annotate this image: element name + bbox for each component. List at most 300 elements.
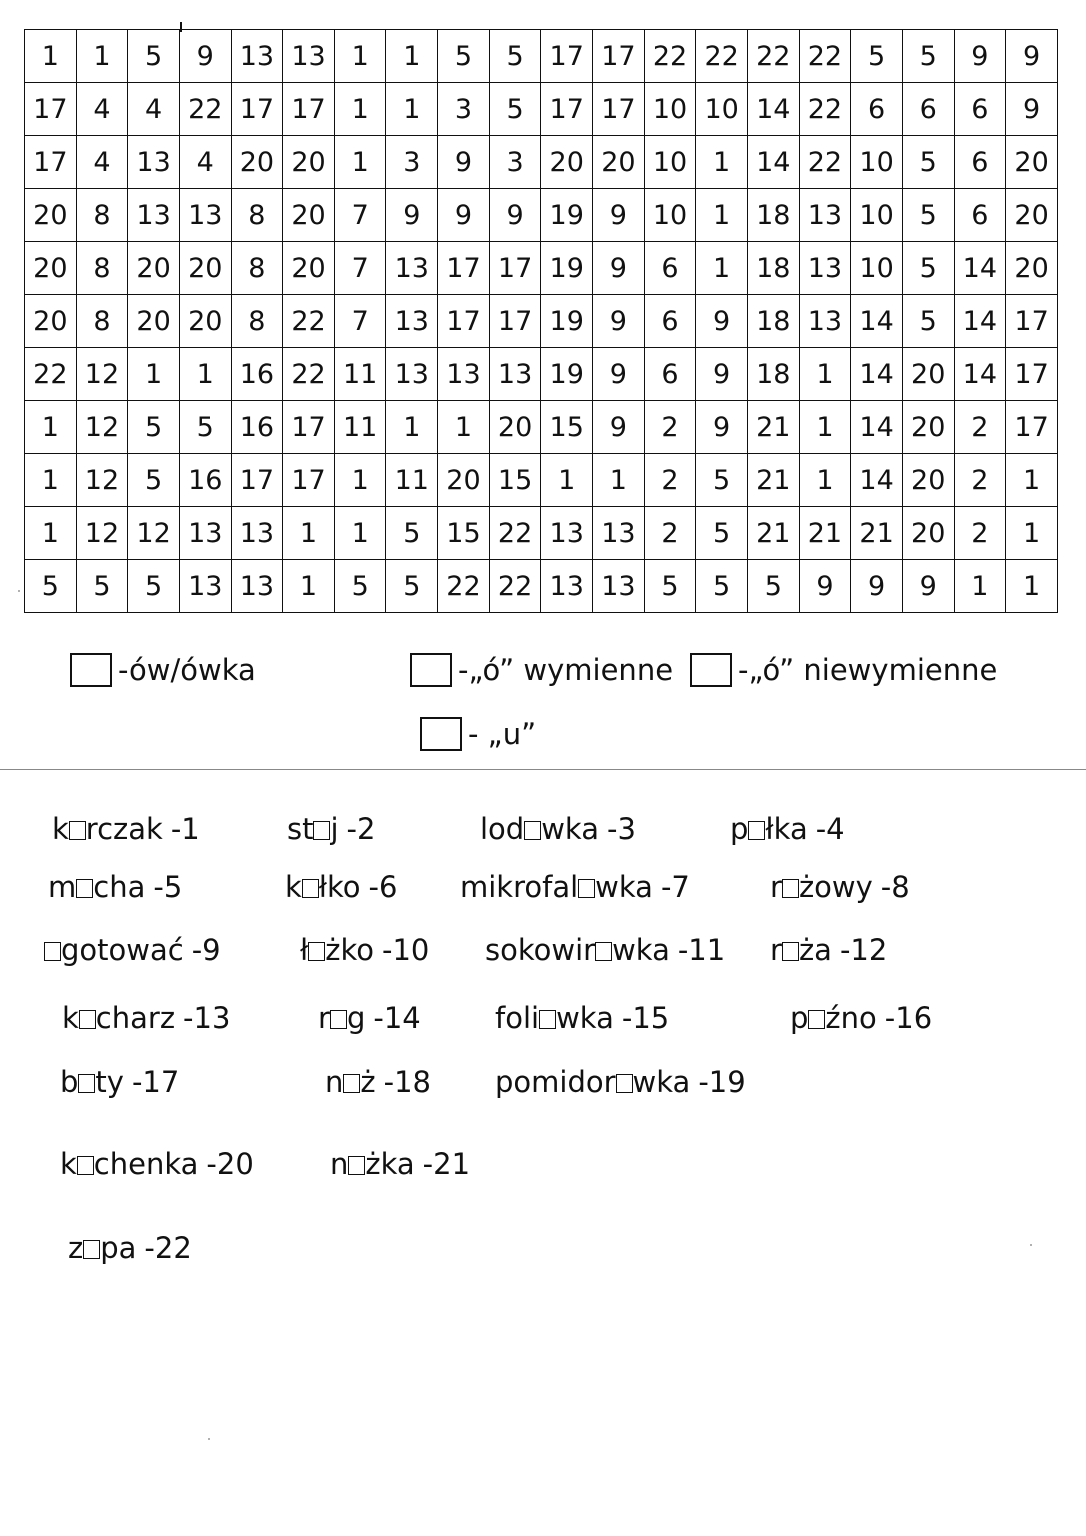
grid-cell: 8 [231,295,283,348]
clue-prefix: lod [480,812,525,846]
grid-cell: 8 [231,189,283,242]
grid-cell: 9 [593,348,645,401]
scan-dot [18,590,20,592]
grid-cell: 13 [541,507,593,560]
grid-cell: 17 [541,30,593,83]
scan-dot [208,1438,210,1440]
clue-prefix: foli [495,1001,540,1035]
grid-cell: 9 [438,189,490,242]
grid-cell: 20 [593,136,645,189]
grid-cell: 22 [696,30,748,83]
grid-cell: 9 [489,189,541,242]
clue-number: -6 [368,870,398,904]
clue-prefix: mikrofal [460,870,579,904]
clue-word [325,1065,431,1099]
clue-number: -16 [884,1001,933,1035]
clue-prefix: r [770,933,782,967]
grid-row [25,295,1058,348]
grid-cell: 14 [747,136,799,189]
grid-cell: 14 [851,348,903,401]
grid-cell: 1 [179,348,231,401]
grid-cell: 1 [799,348,851,401]
grid-cell: 17 [593,30,645,83]
grid-cell: 5 [128,401,180,454]
clue-suffix: łka [765,812,808,846]
clue-prefix: sokowir [485,933,596,967]
grid-cell: 20 [1006,189,1058,242]
grid-cell: 6 [644,242,696,295]
grid-cell: 9 [179,30,231,83]
grid-cell: 20 [283,242,335,295]
blank-box[interactable] [578,879,595,898]
grid-cell: 19 [541,242,593,295]
grid-cell: 5 [128,454,180,507]
grid-cell: 1 [1006,507,1058,560]
clue-number: -8 [880,870,910,904]
grid-cell: 4 [128,83,180,136]
grid-cell: 4 [76,136,128,189]
grid-cell: 5 [489,30,541,83]
grid-cell: 9 [851,560,903,613]
grid-cell: 17 [541,83,593,136]
clue-number: -4 [815,812,845,846]
grid-row [25,560,1058,613]
clue-word [770,870,910,904]
grid-cell: 14 [851,454,903,507]
grid-cell: 17 [283,454,335,507]
clue-word [495,1065,746,1099]
grid-cell: 9 [593,242,645,295]
grid-cell: 5 [179,401,231,454]
grid-cell: 10 [696,83,748,136]
grid-cell: 14 [954,348,1006,401]
grid-cell: 22 [179,83,231,136]
grid-cell: 13 [128,136,180,189]
blank-box[interactable] [330,1010,347,1029]
grid-cell: 1 [696,136,748,189]
grid-cell: 17 [231,83,283,136]
grid-cell: 20 [1006,242,1058,295]
grid-cell: 1 [386,83,438,136]
grid-cell: 6 [954,83,1006,136]
clue-suffix: żko [325,933,374,967]
grid-cell: 2 [954,401,1006,454]
blank-box[interactable] [782,942,799,961]
blank-box[interactable] [524,821,541,840]
grid-cell: 1 [541,454,593,507]
grid-cell: 9 [902,560,954,613]
grid-cell: 9 [386,189,438,242]
grid-cell: 5 [696,507,748,560]
clue-prefix: z [68,1231,84,1265]
blank-box[interactable] [69,821,86,840]
grid-cell: 14 [954,295,1006,348]
blank-box[interactable] [539,1010,556,1029]
grid-cell: 19 [541,295,593,348]
grid-cell: 20 [902,348,954,401]
grid-cell: 1 [334,30,386,83]
grid-cell: 5 [902,30,954,83]
grid-cell: 3 [489,136,541,189]
clue-prefix: k [62,1001,79,1035]
grid-cell: 3 [386,136,438,189]
clue-prefix: pomidor [495,1065,616,1099]
blank-box[interactable] [78,1074,95,1093]
grid-cell: 15 [541,401,593,454]
grid-cell: 9 [696,348,748,401]
grid-cell: 1 [1006,560,1058,613]
grid-cell: 5 [696,454,748,507]
grid-cell: 10 [644,189,696,242]
clue-number: -12 [839,933,888,967]
grid-cell: 16 [231,401,283,454]
grid-cell: 1 [25,401,77,454]
grid-cell: 17 [1006,401,1058,454]
clue-number: -7 [660,870,690,904]
grid-cell: 5 [386,560,438,613]
grid-row [25,507,1058,560]
grid-cell: 20 [1006,136,1058,189]
grid-cell: 21 [747,454,799,507]
grid-cell: 12 [76,348,128,401]
grid-cell: 13 [799,295,851,348]
clue-prefix: st [287,812,314,846]
grid-cell: 20 [179,295,231,348]
grid-cell: 13 [231,30,283,83]
grid-cell: 20 [25,189,77,242]
grid-cell: 5 [747,560,799,613]
grid-cell: 5 [696,560,748,613]
grid-cell: 17 [1006,295,1058,348]
grid-cell: 1 [334,454,386,507]
clue-suffix: wka [595,870,653,904]
blank-box[interactable] [595,942,612,961]
grid-cell: 20 [541,136,593,189]
grid-cell: 6 [902,83,954,136]
clue-prefix: b [60,1065,79,1099]
clue-word [790,1001,932,1035]
grid-cell: 20 [902,401,954,454]
grid-cell: 9 [799,560,851,613]
grid-cell: 15 [489,454,541,507]
grid-cell: 15 [438,507,490,560]
grid-cell: 9 [438,136,490,189]
grid-cell: 17 [593,83,645,136]
grid-cell: 5 [902,242,954,295]
grid-cell: 17 [1006,348,1058,401]
clue-suffix: charz [95,1001,176,1035]
grid-row [25,30,1058,83]
grid-cell: 20 [25,295,77,348]
blank-box[interactable] [302,879,319,898]
grid-cell: 1 [25,507,77,560]
clue-suffix: wka [556,1001,614,1035]
clue-number: -10 [381,933,430,967]
grid-cell: 8 [76,242,128,295]
grid-cell: 20 [25,242,77,295]
grid-cell: 5 [76,560,128,613]
grid-row [25,189,1058,242]
blank-box[interactable] [83,1240,100,1259]
blank-box[interactable] [343,1074,360,1093]
grid-cell: 21 [747,507,799,560]
grid-cell: 13 [283,30,335,83]
grid-cell: 1 [334,507,386,560]
grid-cell: 18 [747,242,799,295]
grid-cell: 7 [334,189,386,242]
grid-cell: 10 [851,189,903,242]
blank-box[interactable] [79,1010,96,1029]
grid-cell: 22 [644,30,696,83]
grid-cell: 16 [231,348,283,401]
grid-cell: 21 [747,401,799,454]
grid-cell: 22 [283,348,335,401]
grid-cell: 22 [747,30,799,83]
grid-cell: 7 [334,242,386,295]
grid-cell: 20 [128,242,180,295]
clue-number: -14 [373,1001,421,1035]
grid-cell: 17 [231,454,283,507]
clue-word [480,812,636,846]
grid-cell: 17 [489,295,541,348]
grid-cell: 1 [593,454,645,507]
grid-cell: 4 [179,136,231,189]
grid-cell: 17 [25,136,77,189]
clue-prefix: p [730,812,749,846]
grid-cell: 6 [644,348,696,401]
clue-number: -5 [153,870,183,904]
clue-word [330,1147,470,1181]
grid-cell: 1 [283,560,335,613]
grid-cell: 22 [489,507,541,560]
grid-cell: 20 [902,454,954,507]
blank-box[interactable] [76,879,93,898]
clue-prefix: k [52,812,69,846]
grid-cell: 2 [954,507,1006,560]
legend-item-owka [70,653,256,687]
grid-cell: 11 [386,454,438,507]
clue-word [460,870,690,904]
clue-suffix: rczak [85,812,163,846]
clue-prefix: m [48,870,77,904]
grid-cell: 1 [799,401,851,454]
clue-word [770,933,887,967]
grid-cell: 10 [644,83,696,136]
grid-cell: 9 [593,295,645,348]
clue-prefix: r [318,1001,330,1035]
grid-cell: 5 [902,136,954,189]
grid-cell: 5 [851,30,903,83]
blank-box[interactable] [348,1156,365,1175]
grid-cell: 1 [696,242,748,295]
grid-cell: 6 [851,83,903,136]
grid-cell: 1 [128,348,180,401]
grid-cell: 1 [1006,454,1058,507]
clue-word [60,1065,179,1099]
grid-cell: 22 [489,560,541,613]
grid-cell: 5 [902,189,954,242]
grid-cell: 1 [334,136,386,189]
clue-number: -17 [131,1065,180,1099]
grid-cell: 1 [696,189,748,242]
clue-word [318,1001,421,1035]
grid-cell: 10 [851,242,903,295]
grid-cell: 6 [954,189,1006,242]
legend-label: -ów/ówka [118,653,256,687]
grid-cell: 9 [1006,83,1058,136]
clue-suffix: ża [798,933,832,967]
grid-cell: 22 [799,30,851,83]
grid-cell: 5 [128,560,180,613]
clue-number: -2 [346,812,376,846]
clue-word [44,933,221,967]
grid-cell: 8 [231,242,283,295]
grid-cell: 19 [541,348,593,401]
grid-cell: 18 [747,189,799,242]
clue-word [285,870,397,904]
grid-cell: 13 [799,242,851,295]
grid-cell: 8 [76,295,128,348]
grid-cell: 20 [489,401,541,454]
legend-box [690,653,732,687]
grid-cell: 13 [179,507,231,560]
grid-cell: 20 [179,242,231,295]
grid-cell: 5 [128,30,180,83]
grid-cell: 17 [489,242,541,295]
legend-item-o-wymienne [410,653,673,687]
legend-label: -„ó” niewymienne [738,653,998,687]
grid-cell: 1 [76,30,128,83]
clue-word [287,812,375,846]
grid-cell: 5 [489,83,541,136]
blank-box[interactable] [44,942,61,961]
clue-suffix: wka [541,812,599,846]
legend-item-u [420,717,536,751]
grid-cell: 18 [747,348,799,401]
grid-cell: 2 [954,454,1006,507]
grid-cell: 14 [954,242,1006,295]
grid-cell: 1 [386,30,438,83]
clue-suffix: pa [100,1231,137,1265]
clue-number: -21 [422,1147,471,1181]
grid-cell: 14 [747,83,799,136]
grid-cell: 13 [593,560,645,613]
blank-box[interactable] [782,879,799,898]
grid-cell: 20 [231,136,283,189]
grid-cell: 1 [283,507,335,560]
legend-label: - „u” [468,717,537,751]
grid-cell: 4 [76,83,128,136]
grid-cell: 5 [334,560,386,613]
grid-cell: 2 [644,507,696,560]
clue-word [495,1001,669,1035]
blank-box[interactable] [77,1156,94,1175]
grid-cell: 16 [179,454,231,507]
grid-row [25,454,1058,507]
grid-cell: 17 [283,401,335,454]
legend-box [70,653,112,687]
blank-box[interactable] [313,821,330,840]
grid-cell: 13 [438,348,490,401]
clue-word [62,1001,230,1035]
grid-row [25,242,1058,295]
clue-prefix: p [790,1001,809,1035]
grid-cell: 10 [644,136,696,189]
grid-cell: 12 [76,507,128,560]
grid-cell: 5 [902,295,954,348]
grid-cell: 1 [438,401,490,454]
grid-cell: 9 [696,401,748,454]
grid-cell: 5 [25,560,77,613]
clue-suffix: żka [365,1147,415,1181]
clue-suffix: wka [612,933,670,967]
legend-box [420,717,462,751]
grid-cell: 12 [76,454,128,507]
grid-cell: 13 [593,507,645,560]
grid-cell: 9 [696,295,748,348]
grid-cell: 22 [283,295,335,348]
blank-box[interactable] [748,821,765,840]
grid-cell: 11 [334,401,386,454]
grid-cell: 5 [438,30,490,83]
clue-prefix: k [60,1147,77,1181]
grid-cell: 21 [851,507,903,560]
clue-suffix: g [346,1001,366,1035]
grid-row [25,83,1058,136]
grid-cell: 1 [386,401,438,454]
grid-cell: 22 [438,560,490,613]
clue-prefix: ł [300,933,309,967]
clue-word [60,1147,254,1181]
clue-suffix: chenka [93,1147,199,1181]
blank-box[interactable] [808,1010,825,1029]
grid-cell: 5 [386,507,438,560]
grid-cell: 6 [954,136,1006,189]
blank-box[interactable] [308,942,325,961]
clue-number: -20 [206,1147,254,1181]
clue-suffix: j [330,812,339,846]
clue-suffix: cha [93,870,146,904]
grid-cell: 22 [799,136,851,189]
clue-number: -18 [383,1065,431,1099]
grid-cell: 5 [644,560,696,613]
clue-number: -22 [144,1231,192,1265]
legend-item-o-niewymienne [690,653,997,687]
clue-prefix: n [330,1147,349,1181]
grid-cell: 2 [644,401,696,454]
grid-cell: 9 [593,189,645,242]
clue-suffix: ty [95,1065,124,1099]
clue-suffix: źno [825,1001,877,1035]
clue-word [52,812,200,846]
grid-cell: 11 [334,348,386,401]
legend-box [410,653,452,687]
clue-number: -1 [170,812,200,846]
grid-cell: 17 [438,295,490,348]
clue-prefix: k [285,870,302,904]
blank-box[interactable] [616,1074,633,1093]
grid-cell: 13 [179,560,231,613]
grid-cell: 13 [489,348,541,401]
clue-suffix: gotować [61,933,184,967]
grid-cell: 9 [593,401,645,454]
grid-cell: 20 [902,507,954,560]
grid-cell: 3 [438,83,490,136]
grid-cell: 21 [799,507,851,560]
clue-prefix: r [770,870,782,904]
clue-number: -19 [698,1065,746,1099]
grid-cell: 22 [25,348,77,401]
